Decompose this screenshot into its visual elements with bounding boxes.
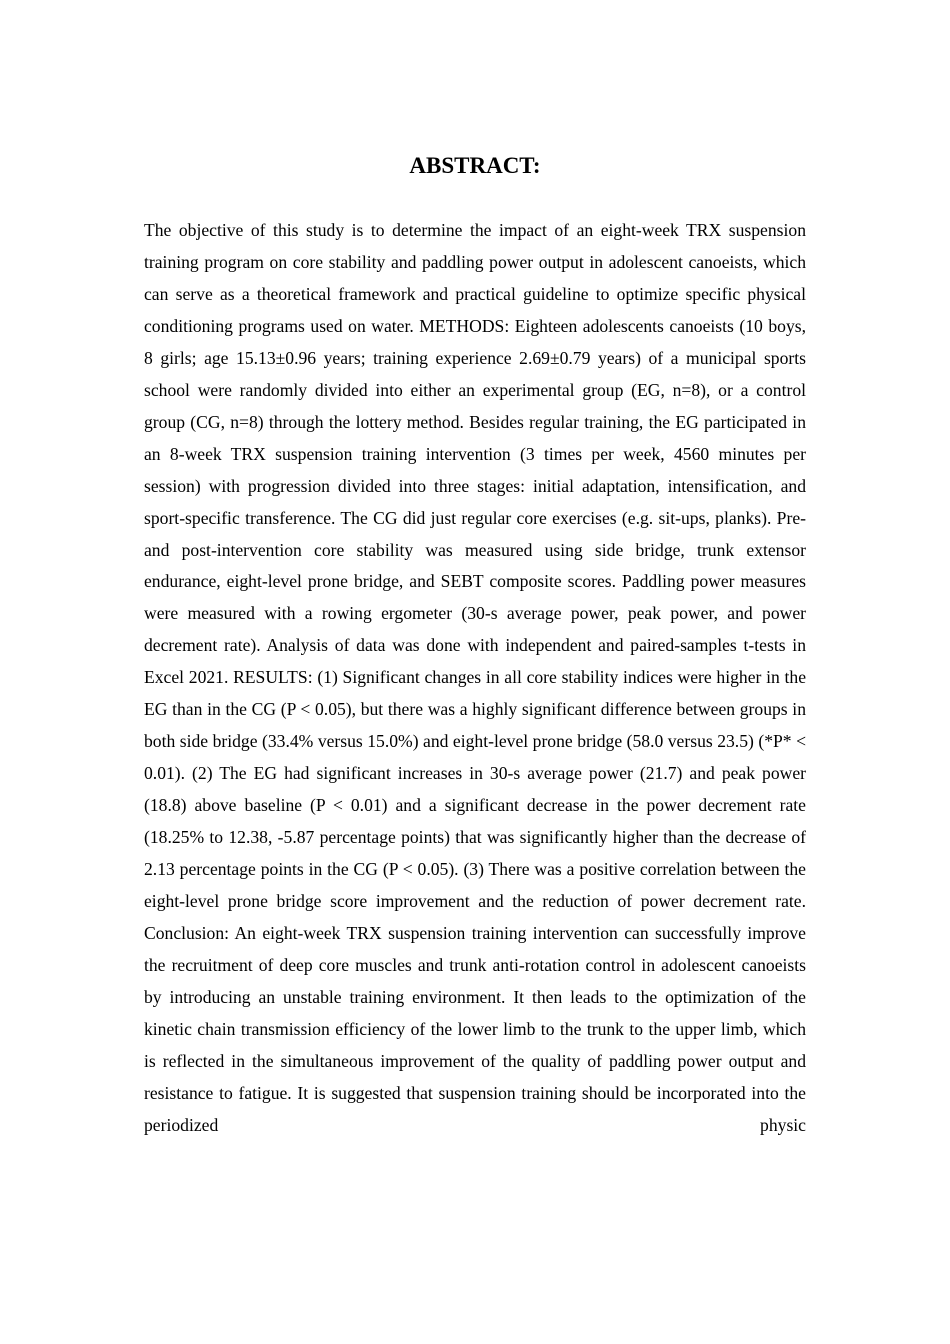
abstract-heading: ABSTRACT: [409,153,541,178]
abstract-body-text: The objective of this study is to determine the impact of an eight-week TRX suspension training program on core stability and paddling power output in adolescent canoeists, which can serve as a theoretical framework and practical guideline to optimize specific physical conditioning programs used on water. METHODS: Eighteen adolescents canoeists (10 boys, 8 girls; age 15.13±0.96 years; training experience 2.69±0.79 years) of a municipal sports school were randomly divided into either an experimental group (EG, n=8), or a control group (CG, n=8) through the lottery method. Besides regular training, the EG participated in an 8-week TRX suspension training intervention (3 times per week, 4560 minutes per session) with progression divided into three stages: initial adaptation, intensification, and sport-specific transference. The CG did just regular core exercises (e.g. sit-ups, planks). Pre- and post-intervention core stability was measured using side bridge, trunk extensor endurance, eight-level prone bridge, and SEBT composite scores. Paddling power measures were measured with a rowing ergometer (30-s average power, peak power, and power decrement rate). Analysis of data was done with independent and paired-samples t-tests in Excel 2021. RESULTS: (1) Significant changes in all core stability indices were higher in the EG than in the CG (P < 0.05), but there was a highly significant difference between groups in both side bridge (33.4% versus 15.0%) and eight-level prone bridge (58.0 versus 23.5) (*P* < 0.01). (2) The EG had significant increases in 30-s average power (21.7) and peak power (18.8) above baseline (P < 0.01) and a significant decrease in the power decrement rate (18.25% to 12.38, -5.87 percentage points) that was significantly higher than the decrease of 2.13 percentage points in the CG (P < 0.05). (3) There was a positive correlation between the eight-level prone bridge score improvement and the reduction of power decrement rate. Conclusion: An eight-week TRX suspension training intervention can successfully improve the recruitment of deep core muscles and trunk anti-rotation control in adolescent canoeists by introducing an unstable training environment. It then leads to the optimization of the kinetic chain transmission efficiency of the lower limb to the trunk to the upper limb, which is reflected in the simultaneous improvement of the quality of paddling power output and resistance to fatigue. It is suggested that suspension training should be incorporated into the periodized physic [144,220,806,1135]
